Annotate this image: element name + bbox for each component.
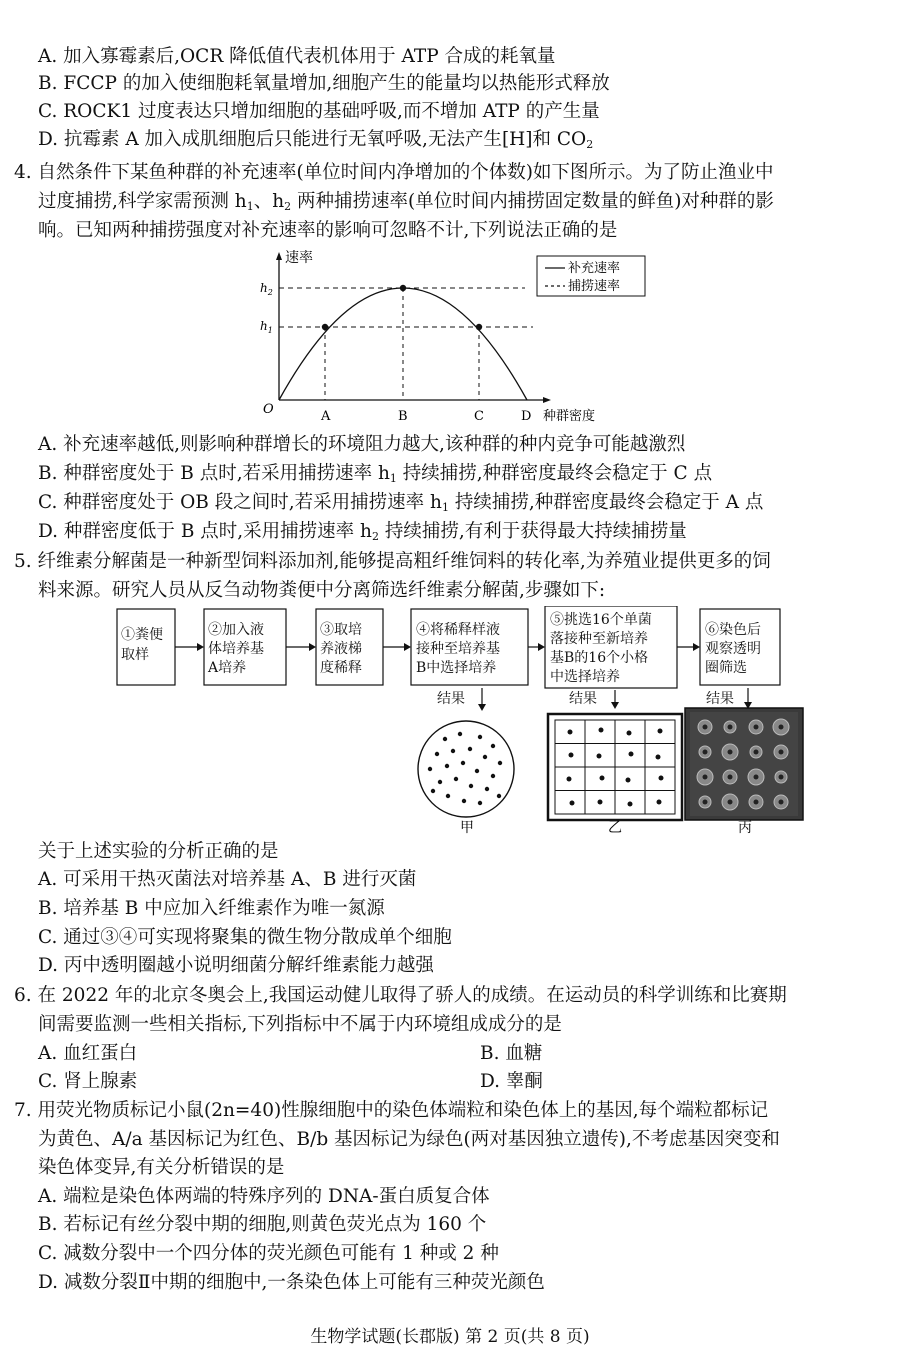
step-2-line-3: A培养 <box>208 660 247 676</box>
q5-stem-line-2: 料来源。研究人员从反刍动物粪便中分离筛选纤维素分解菌,步骤如下: <box>38 580 606 601</box>
q7-option-a: A. 端粒是染色体两端的特殊序列的 DNA-蛋白质复合体 <box>38 1186 490 1207</box>
q6-stem-line-2: 间需要监测一些相关指标,下列指标中不属于内环境组成成分的是 <box>38 1014 562 1035</box>
q7-stem-line-1: 7. 用荧光物质标记小鼠(2n=40)性腺细胞中的染色体端粒和染色体上的基因,每个端粒都标记 <box>14 1100 769 1121</box>
q7-stem-line-2: 为黄色、A/a 基因标记为红色、B/b 基因标记为绿色(两对基因独立遗传),不考虑基因突变和 <box>38 1129 780 1150</box>
x-tick-c: C <box>474 409 484 424</box>
q6-option-b: B. 血糖 <box>480 1043 543 1064</box>
arrow-4 <box>538 643 545 651</box>
q5-option-d: D. 丙中透明圈越小说明细菌分解纤维素能力越强 <box>38 955 434 976</box>
step-5-line-2: 落接种至新培养 <box>550 631 648 647</box>
arrow-3 <box>404 643 411 651</box>
result-label-jia: 结果 <box>437 691 465 707</box>
q4-graph <box>255 250 650 430</box>
page-footer: 生物学试题(长郡版) 第 2 页(共 8 页) <box>310 1327 590 1347</box>
legend-dashed-label: 捕捞速率 <box>568 279 621 294</box>
x-axis-arrow <box>543 397 551 403</box>
legend-solid-label: 补充速率 <box>568 261 621 276</box>
q5-option-b: B. 培养基 B 中应加入纤维素作为唯一氮源 <box>38 898 385 919</box>
q3-option-d: D. 抗霉素 A 加入成肌细胞后只能进行无氧呼吸,无法产生[H]和 $CO_2$ <box>38 129 594 151</box>
plate-label-yi: 乙 <box>608 820 622 836</box>
q5-flowchart <box>115 606 810 836</box>
step-6-line-3: 圈筛选 <box>705 660 747 676</box>
step-6-line-1: ⑥染色后 <box>705 622 761 638</box>
arrow-1 <box>197 643 204 651</box>
q6-option-c: C. 肾上腺素 <box>38 1071 138 1092</box>
q4-option-c: C. 种群密度处于 OB 段之间时,若采用捕捞速率 $h_1$ 持续捕捞,种群密度最终会稳定于 A 点 <box>38 492 764 514</box>
q4-stem-line-2: 过度捕捞,科学家需预测 $h_1$、$h_2$ 两种捕捞速率(单位时间内捕捞固定数量的鲜鱼)对种群的影 <box>38 191 774 213</box>
step-1-line-1: ①粪便 <box>121 627 163 643</box>
q4-stem-line-1: 4. 自然条件下某鱼种群的补充速率(单位时间内净增加的个体数)如下图所示。为了防止渔业中 <box>14 162 774 183</box>
q6-option-d: D. 睾酮 <box>480 1071 543 1092</box>
y-axis-arrow <box>276 252 282 260</box>
point-c <box>476 324 482 330</box>
plate-bing <box>685 708 803 836</box>
q4-option-d: D. 种群密度低于 B 点时,采用捕捞速率 $h_2$ 持续捕捞,有利于获得最大持续捕捞量 <box>38 521 687 543</box>
step-4-line-1: ④将稀释样液 <box>416 622 500 638</box>
step-4-line-2: 接种至培养基 <box>416 641 500 657</box>
step-5-line-4: 中选择培养 <box>550 669 620 685</box>
x-tick-d: D <box>521 409 532 424</box>
y-axis-label: 速率 <box>285 250 313 266</box>
step-2-line-2: 体培养基 <box>208 641 264 657</box>
step-3-line-2: 养液梯 <box>320 641 362 657</box>
x-tick-b: B <box>398 409 408 424</box>
plate-label-jia: 甲 <box>460 820 474 836</box>
plate-jia <box>418 721 514 836</box>
x-tick-a: A <box>321 409 331 424</box>
result-label-bing: 结果 <box>706 691 734 707</box>
q7-option-b: B. 若标记有丝分裂中期的细胞,则黄色荧光点为 160 个 <box>38 1214 487 1235</box>
point-a <box>322 324 328 330</box>
q7-option-c: C. 减数分裂中一个四分体的荧光颜色可能有 1 种或 2 种 <box>38 1243 499 1264</box>
q3-option-a: A. 加入寡霉素后,OCR 降低值代表机体用于 ATP 合成的耗氧量 <box>38 46 556 67</box>
result-arrow-yi <box>611 702 619 709</box>
plate-label-bing: 丙 <box>738 820 752 836</box>
result-arrow-jia <box>478 704 486 711</box>
q6-stem-line-1: 6. 在 2022 年的北京冬奥会上,我国运动健儿取得了骄人的成绩。在运动员的科学训练和比赛期 <box>14 985 787 1006</box>
plate-yi <box>548 714 682 836</box>
step-5-line-3: 基B的16个小格 <box>550 650 649 666</box>
origin-label: O <box>263 402 274 417</box>
q3-option-b: B. FCCP 的加入使细胞耗氧量增加,细胞产生的能量均以热能形式释放 <box>38 73 610 94</box>
q5-option-c: C. 通过③④可实现将聚集的微生物分散成单个细胞 <box>38 927 452 948</box>
h2-label: $h_2$ <box>260 281 273 297</box>
arrow-5 <box>693 643 700 651</box>
q4-stem-line-3: 响。已知两种捕捞强度对补充速率的影响可忽略不计,下列说法正确的是 <box>38 220 618 241</box>
arrow-2 <box>309 643 316 651</box>
q5-option-a: A. 可采用干热灭菌法对培养基 A、B 进行灭菌 <box>38 869 417 890</box>
step-6-line-2: 观察透明 <box>705 641 761 657</box>
x-axis-label: 种群密度 <box>543 409 596 424</box>
result-label-yi: 结果 <box>569 691 597 707</box>
point-b <box>400 285 406 291</box>
q5-question: 关于上述实验的分析正确的是 <box>38 841 279 862</box>
q6-option-a: A. 血红蛋白 <box>38 1043 138 1064</box>
h1-label: $h_1$ <box>260 319 273 335</box>
q4-option-b: B. 种群密度处于 B 点时,若采用捕捞速率 $h_1$ 持续捕捞,种群密度最终会稳定于 C 点 <box>38 463 713 485</box>
q7-option-d: D. 减数分裂Ⅱ中期的细胞中,一条染色体上可能有三种荧光颜色 <box>38 1272 545 1293</box>
step-1-line-2: 取样 <box>121 647 149 663</box>
q3-option-c: C. ROCK1 过度表达只增加细胞的基础呼吸,而不增加 ATP 的产生量 <box>38 101 600 122</box>
step-3-line-3: 度稀释 <box>320 660 362 676</box>
step-3-line-1: ③取培 <box>320 622 362 638</box>
q5-stem-line-1: 5. 纤维素分解菌是一种新型饲料添加剂,能够提高粗纤维饲料的转化率,为养殖业提供更多的饲 <box>14 551 771 572</box>
q4-option-a: A. 补充速率越低,则影响种群增长的环境阻力越大,该种群的种内竞争可能越激烈 <box>38 434 686 455</box>
step-5-line-1: ⑤挑选16个单菌 <box>550 612 652 628</box>
step-2-line-1: ②加入液 <box>208 622 264 638</box>
step-4-line-3: B中选择培养 <box>416 660 497 676</box>
q7-stem-line-3: 染色体变异,有关分析错误的是 <box>38 1157 285 1178</box>
